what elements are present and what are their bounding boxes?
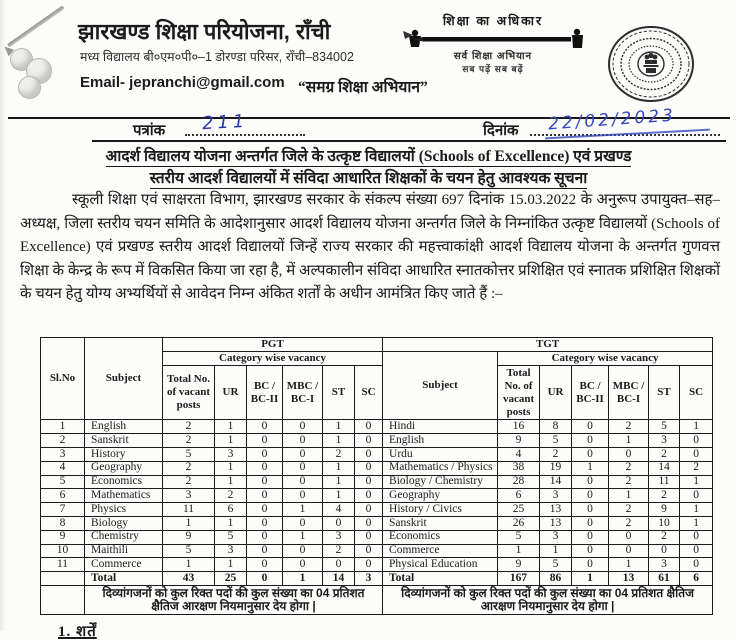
tgt-vacancy-cell: 2 <box>649 530 680 544</box>
table-row <box>41 489 713 503</box>
tgt-total-cell: 61 <box>649 572 680 586</box>
tgt-vacancy-cell: 0 <box>680 530 713 544</box>
tgt-vacancy-cell: 5 <box>540 434 572 448</box>
column-header-subject-pgt: Subject <box>85 338 163 420</box>
column-header-mbc-tgt: MBC / BC-I <box>609 366 649 420</box>
org-name: झारखण्ड शिक्षा परियोजना, राँची <box>78 19 331 44</box>
pgt-total-cell: 1 <box>283 572 323 586</box>
slno-cell: 10 <box>41 544 85 558</box>
tgt-vacancy-cell: 0 <box>572 516 609 530</box>
tgt-vacancy-cell: 6 <box>498 489 540 503</box>
tgt-vacancy-cell: 0 <box>680 489 713 503</box>
pgt-subject-cell: Maithili <box>85 544 163 558</box>
slno-cell: 4 <box>41 461 85 475</box>
body-paragraph: स्कूली शिक्षा एवं साक्षरता विभाग, झारखण्ड सरकार के संकल्प संख्या 697 दिनांक 15.03.2022 के अनुरूप उपायुक्त–सह–अध्यक्ष, जिला स्तरीय चयन समिति के आदेशानुसार आदर्श विद्यालय योजना अन्तर्गत जिले के निम्नांकित उत्कृष्ट विद्यालयों (Schools of Excellence) एवं प्रखण्ड स्तरीय आदर्श विद्यालयों जिन्हें राज्य सरकार की महत्त्वाकांक्षी आदर्श विद्यालय योजना के अन्तर्गत गुणवत्त शिक्षा के केन्द्र के रूप में विकसित किया जा रहा है, में अल्पकालीन संविदा आधारित स्नातकोत्तर प्रशिक्षित एवं स्नातक प्रशिक्षित शिक्षकों के चयन हेतु योग्य अभ्यर्थियों से आवेदन निम्न अंकित शर्तों के अधीन आमंत्रित किए जाते हैं :– <box>20 192 720 303</box>
tgt-vacancy-cell: 9 <box>498 434 540 448</box>
tgt-vacancy-cell: 1 <box>609 434 649 448</box>
pgt-subject-cell: Commerce <box>85 558 163 572</box>
pgt-vacancy-cell: 1 <box>215 558 247 572</box>
tgt-vacancy-cell: 0 <box>572 434 609 448</box>
table-row <box>41 447 713 461</box>
tgt-vacancy-cell: 3 <box>649 434 680 448</box>
pgt-total-label-cell: Total <box>85 572 163 586</box>
tgt-vacancy-cell: 0 <box>649 544 680 558</box>
pgt-subject-cell: Economics <box>85 475 163 489</box>
tgt-total-cell: 13 <box>609 572 649 586</box>
pgt-vacancy-cell: 0 <box>283 434 323 448</box>
tgt-vacancy-cell: 5 <box>649 420 680 434</box>
pgt-vacancy-cell: 0 <box>247 434 283 448</box>
pgt-vacancy-cell: 1 <box>215 516 247 530</box>
pgt-vacancy-cell: 1 <box>215 434 247 448</box>
pgt-vacancy-cell: 5 <box>215 530 247 544</box>
tgt-note-cell: दिव्यांगजनों को कुल रिक्त पदों की कुल संख्या का 04 प्रतिशत क्षैतिज आरक्षण नियमानुसार देय होगा | <box>383 585 713 614</box>
tgt-vacancy-cell: 2 <box>609 420 649 434</box>
pgt-vacancy-cell: 0 <box>247 558 283 572</box>
tgt-vacancy-cell: 25 <box>498 503 540 517</box>
tgt-vacancy-cell: 2 <box>609 461 649 475</box>
pgt-vacancy-cell: 0 <box>283 489 323 503</box>
slno-cell <box>41 572 85 586</box>
pgt-vacancy-cell: 0 <box>247 475 283 489</box>
pgt-subject-cell: Biology <box>85 516 163 530</box>
tgt-vacancy-cell: 0 <box>680 544 713 558</box>
org-email: Email- jepranchi@gmail.com <box>80 74 285 91</box>
pgt-vacancy-cell: 0 <box>247 544 283 558</box>
tgt-vacancy-cell: 1 <box>540 544 572 558</box>
pgt-vacancy-cell: 5 <box>163 544 215 558</box>
tgt-subject-cell: Hindi <box>383 420 498 434</box>
rte-logo-line3: सब पढ़ें सब बढ़ें <box>462 64 524 74</box>
rte-logo-line2: सर्व शिक्षा अभियान <box>453 51 533 62</box>
pgt-vacancy-cell: 0 <box>247 489 283 503</box>
pgt-vacancy-cell: 0 <box>355 530 383 544</box>
pgt-vacancy-cell: 0 <box>283 461 323 475</box>
tgt-subject-cell: Physical Education <box>383 558 498 572</box>
tgt-subject-cell: Biology / Chemistry <box>383 475 498 489</box>
tgt-vacancy-cell: 0 <box>680 434 713 448</box>
pgt-vacancy-cell: 2 <box>215 489 247 503</box>
tgt-vacancy-cell: 9 <box>649 503 680 517</box>
pgt-vacancy-cell: 1 <box>323 420 355 434</box>
pgt-vacancy-cell: 0 <box>355 516 383 530</box>
pgt-vacancy-cell: 2 <box>323 447 355 461</box>
tgt-vacancy-cell: 2 <box>680 461 713 475</box>
pgt-vacancy-cell: 2 <box>323 544 355 558</box>
tgt-vacancy-cell: 1 <box>609 558 649 572</box>
pgt-vacancy-cell: 0 <box>355 475 383 489</box>
table-note-row <box>41 585 713 614</box>
slno-cell: 8 <box>41 516 85 530</box>
tgt-total-cell: 167 <box>498 572 540 586</box>
tgt-vacancy-cell: 14 <box>649 461 680 475</box>
tgt-vacancy-cell: 1 <box>680 503 713 517</box>
patrank-dotted-line <box>185 134 305 136</box>
tgt-vacancy-cell: 1 <box>680 516 713 530</box>
tgt-vacancy-cell: 4 <box>498 447 540 461</box>
tgt-vacancy-cell: 1 <box>680 475 713 489</box>
column-header-total-pgt: Total No. of vacant posts <box>163 366 215 420</box>
table-row <box>41 516 713 530</box>
table-total-row <box>41 572 713 586</box>
tgt-vacancy-cell: 0 <box>572 503 609 517</box>
slno-cell: 5 <box>41 475 85 489</box>
org-address: मध्य विद्यालय बी०एम०पी०–1 डोरण्डा परिसर, राँची–834002 <box>80 50 354 64</box>
pgt-vacancy-cell: 1 <box>323 461 355 475</box>
pgt-vacancy-cell: 2 <box>163 475 215 489</box>
pgt-total-cell: 0 <box>247 572 283 586</box>
tgt-vacancy-cell: 3 <box>540 530 572 544</box>
table-row <box>41 475 713 489</box>
tgt-vacancy-cell: 19 <box>540 461 572 475</box>
pgt-vacancy-cell: 0 <box>355 489 383 503</box>
rte-logo-title: शिक्षा का अधिकार <box>442 14 544 28</box>
tgt-total-cell: 86 <box>540 572 572 586</box>
pgt-vacancy-cell: 6 <box>215 503 247 517</box>
pgt-total-cell: 25 <box>215 572 247 586</box>
bottom-cutoff-fragment <box>58 621 97 641</box>
tgt-vacancy-cell: 10 <box>649 516 680 530</box>
column-header-mbc-pgt: MBC / BC-I <box>283 366 323 420</box>
column-header-ur-tgt: UR <box>540 366 572 420</box>
tgt-vacancy-cell: 0 <box>680 558 713 572</box>
tgt-subject-cell: English <box>383 434 498 448</box>
pgt-vacancy-cell: 2 <box>163 434 215 448</box>
slno-cell <box>41 585 85 614</box>
tgt-subject-cell: Urdu <box>383 447 498 461</box>
pgt-vacancy-cell: 0 <box>355 461 383 475</box>
vacancy-table-body <box>41 420 713 615</box>
column-header-st-pgt: ST <box>323 366 355 420</box>
tgt-vacancy-cell: 5 <box>540 558 572 572</box>
pgt-vacancy-cell: 0 <box>283 516 323 530</box>
tgt-vacancy-cell: 28 <box>498 475 540 489</box>
pgt-vacancy-cell: 2 <box>163 420 215 434</box>
pgt-vacancy-cell: 1 <box>283 530 323 544</box>
pgt-vacancy-cell: 1 <box>283 503 323 517</box>
pgt-total-cell: 3 <box>355 572 383 586</box>
pgt-vacancy-cell: 2 <box>163 461 215 475</box>
tgt-vacancy-cell: 3 <box>649 558 680 572</box>
group-header-category-tgt: Category wise vacancy <box>498 352 713 366</box>
notice-title-line2-text: स्तरीय आदर्श विद्यालयों में संविदा आधारित शिक्षकों के चयन हेतु आवश्यक सूचना <box>149 170 588 187</box>
slno-cell: 1 <box>41 420 85 434</box>
column-header-ur-pgt: UR <box>215 366 247 420</box>
rte-logo <box>388 12 598 75</box>
column-header-subject-tgt: Subject <box>383 352 498 420</box>
table-row <box>41 420 713 434</box>
tgt-subject-cell: History / Civics <box>383 503 498 517</box>
tgt-vacancy-cell: 2 <box>649 489 680 503</box>
column-header-st-tgt: ST <box>649 366 680 420</box>
ball-icon <box>18 76 41 99</box>
pen-and-balls-decoration <box>0 0 90 105</box>
patrank-handwritten-value: 211 <box>201 110 249 135</box>
pgt-vacancy-cell: 1 <box>323 434 355 448</box>
tgt-vacancy-cell: 2 <box>540 447 572 461</box>
tgt-vacancy-cell: 0 <box>572 420 609 434</box>
tgt-vacancy-cell: 1 <box>680 420 713 434</box>
table-row <box>41 434 713 448</box>
notice-title-line1 <box>0 144 737 166</box>
pgt-vacancy-cell: 0 <box>283 420 323 434</box>
dinank-label: दिनांक <box>483 123 519 139</box>
column-header-bc2-tgt: BC / BC-II <box>572 366 609 420</box>
tgt-vacancy-cell: 1 <box>498 544 540 558</box>
tgt-vacancy-cell: 11 <box>649 475 680 489</box>
tgt-vacancy-cell: 1 <box>609 489 649 503</box>
slno-cell: 11 <box>41 558 85 572</box>
patrank-label: पत्रांक <box>133 123 166 139</box>
pgt-vacancy-cell: 3 <box>215 544 247 558</box>
pgt-vacancy-cell: 11 <box>163 503 215 517</box>
pgt-vacancy-cell: 1 <box>163 558 215 572</box>
pgt-total-cell: 14 <box>323 572 355 586</box>
tgt-vacancy-cell: 0 <box>572 530 609 544</box>
pgt-vacancy-cell: 0 <box>355 503 383 517</box>
pgt-subject-cell: Physics <box>85 503 163 517</box>
bottom-cutoff-text: 1. शर्तें <box>58 624 97 640</box>
pgt-vacancy-cell: 0 <box>247 447 283 461</box>
table-row <box>41 503 713 517</box>
tgt-vacancy-cell: 0 <box>572 489 609 503</box>
slno-cell: 7 <box>41 503 85 517</box>
pgt-vacancy-cell: 1 <box>323 475 355 489</box>
tgt-vacancy-cell: 2 <box>609 503 649 517</box>
pgt-subject-cell: Geography <box>85 461 163 475</box>
pgt-vacancy-cell: 1 <box>163 516 215 530</box>
horizontal-rule-under-meta <box>92 140 726 142</box>
tgt-vacancy-cell: 0 <box>572 558 609 572</box>
tgt-subject-cell: Commerce <box>383 544 498 558</box>
tgt-vacancy-cell: 0 <box>572 475 609 489</box>
pgt-vacancy-cell: 5 <box>163 447 215 461</box>
tgt-vacancy-cell: 26 <box>498 516 540 530</box>
tgt-subject-cell: Sanskrit <box>383 516 498 530</box>
vacancy-table <box>40 337 713 615</box>
pgt-vacancy-cell: 1 <box>323 489 355 503</box>
tgt-vacancy-cell: 0 <box>609 447 649 461</box>
table-row <box>41 544 713 558</box>
pgt-vacancy-cell: 0 <box>355 447 383 461</box>
pgt-vacancy-cell: 0 <box>247 516 283 530</box>
column-header-total-tgt: Total No. of vacant posts <box>498 366 540 420</box>
pgt-vacancy-cell: 0 <box>247 420 283 434</box>
table-row <box>41 558 713 572</box>
group-header-pgt: PGT <box>163 338 383 352</box>
pgt-vacancy-cell: 0 <box>247 503 283 517</box>
tgt-vacancy-cell: 16 <box>498 420 540 434</box>
pgt-vacancy-cell: 0 <box>355 434 383 448</box>
slno-cell: 3 <box>41 447 85 461</box>
government-seal-icon <box>606 24 696 104</box>
dinank-handwritten-value: 22/02/2023 <box>547 105 677 135</box>
column-header-slno: Sl.No <box>41 338 85 420</box>
pgt-vacancy-cell: 0 <box>283 558 323 572</box>
tgt-vacancy-cell: 3 <box>540 489 572 503</box>
pgt-vacancy-cell: 0 <box>355 558 383 572</box>
pgt-vacancy-cell: 1 <box>215 461 247 475</box>
tgt-vacancy-cell: 38 <box>498 461 540 475</box>
pgt-vacancy-cell: 0 <box>283 544 323 558</box>
pgt-vacancy-cell: 0 <box>355 420 383 434</box>
tgt-vacancy-cell: 2 <box>609 516 649 530</box>
slno-cell: 9 <box>41 530 85 544</box>
pgt-vacancy-cell: 0 <box>323 516 355 530</box>
tgt-total-cell: 1 <box>572 572 609 586</box>
column-header-sc-pgt: SC <box>355 366 383 420</box>
tgt-vacancy-cell: 0 <box>609 544 649 558</box>
tgt-vacancy-cell: 1 <box>572 461 609 475</box>
pgt-subject-cell: Chemistry <box>85 530 163 544</box>
tgt-total-cell: 6 <box>680 572 713 586</box>
pgt-vacancy-cell: 3 <box>163 489 215 503</box>
vacancy-table-container <box>40 337 712 615</box>
tgt-vacancy-cell: 13 <box>540 503 572 517</box>
group-header-tgt: TGT <box>383 338 713 352</box>
pgt-vacancy-cell: 0 <box>283 447 323 461</box>
slno-cell: 6 <box>41 489 85 503</box>
tgt-vacancy-cell: 8 <box>540 420 572 434</box>
tgt-subject-cell: Economics <box>383 530 498 544</box>
group-header-category-pgt: Category wise vacancy <box>163 352 383 366</box>
tgt-vacancy-cell: 13 <box>540 516 572 530</box>
pgt-vacancy-cell: 4 <box>323 503 355 517</box>
tgt-subject-cell: Mathematics / Physics <box>383 461 498 475</box>
table-row <box>41 461 713 475</box>
tgt-vacancy-cell: 0 <box>609 530 649 544</box>
table-row <box>41 530 713 544</box>
tgt-vacancy-cell: 5 <box>498 530 540 544</box>
pgt-vacancy-cell: 0 <box>323 558 355 572</box>
slno-cell: 2 <box>41 434 85 448</box>
column-header-bc2-pgt: BC / BC-II <box>247 366 283 420</box>
pgt-vacancy-cell: 3 <box>215 447 247 461</box>
tgt-vacancy-cell: 14 <box>540 475 572 489</box>
pgt-total-cell: 43 <box>163 572 215 586</box>
tgt-total-label-cell: Total <box>383 572 498 586</box>
slogan: “समग्र शिक्षा अभियान” <box>298 79 428 96</box>
tgt-vacancy-cell: 0 <box>572 544 609 558</box>
tgt-vacancy-cell: 0 <box>680 447 713 461</box>
pgt-note-cell: दिव्यांगजनों को कुल रिक्त पदों की कुल संख्या का 04 प्रतिशत क्षैतिज आरक्षण नियमानुसार देय होगा | <box>85 585 383 614</box>
notice-title-line2 <box>0 166 737 188</box>
pgt-vacancy-cell: 1 <box>215 420 247 434</box>
tgt-vacancy-cell: 9 <box>498 558 540 572</box>
pgt-vacancy-cell: 0 <box>283 475 323 489</box>
tgt-vacancy-cell: 0 <box>572 447 609 461</box>
pgt-vacancy-cell: 9 <box>163 530 215 544</box>
notice-title-line1-text: आदर्श विद्यालय योजना अन्तर्गत जिले के उत्कृष्ट विद्यालयों (Schools of Excellence) एवं प्रखण्ड <box>105 148 632 165</box>
tgt-subject-cell: Geography <box>383 489 498 503</box>
pgt-subject-cell: History <box>85 447 163 461</box>
pgt-subject-cell: English <box>85 420 163 434</box>
pgt-vacancy-cell: 0 <box>247 461 283 475</box>
pgt-vacancy-cell: 1 <box>215 475 247 489</box>
pgt-vacancy-cell: 0 <box>355 544 383 558</box>
pgt-vacancy-cell: 0 <box>247 530 283 544</box>
pgt-vacancy-cell: 3 <box>323 530 355 544</box>
pgt-subject-cell: Mathematics <box>85 489 163 503</box>
pen-icon <box>7 5 65 47</box>
tgt-vacancy-cell: 2 <box>609 475 649 489</box>
tgt-vacancy-cell: 2 <box>649 447 680 461</box>
column-header-sc-tgt: SC <box>680 366 713 420</box>
pgt-subject-cell: Sanskrit <box>85 434 163 448</box>
